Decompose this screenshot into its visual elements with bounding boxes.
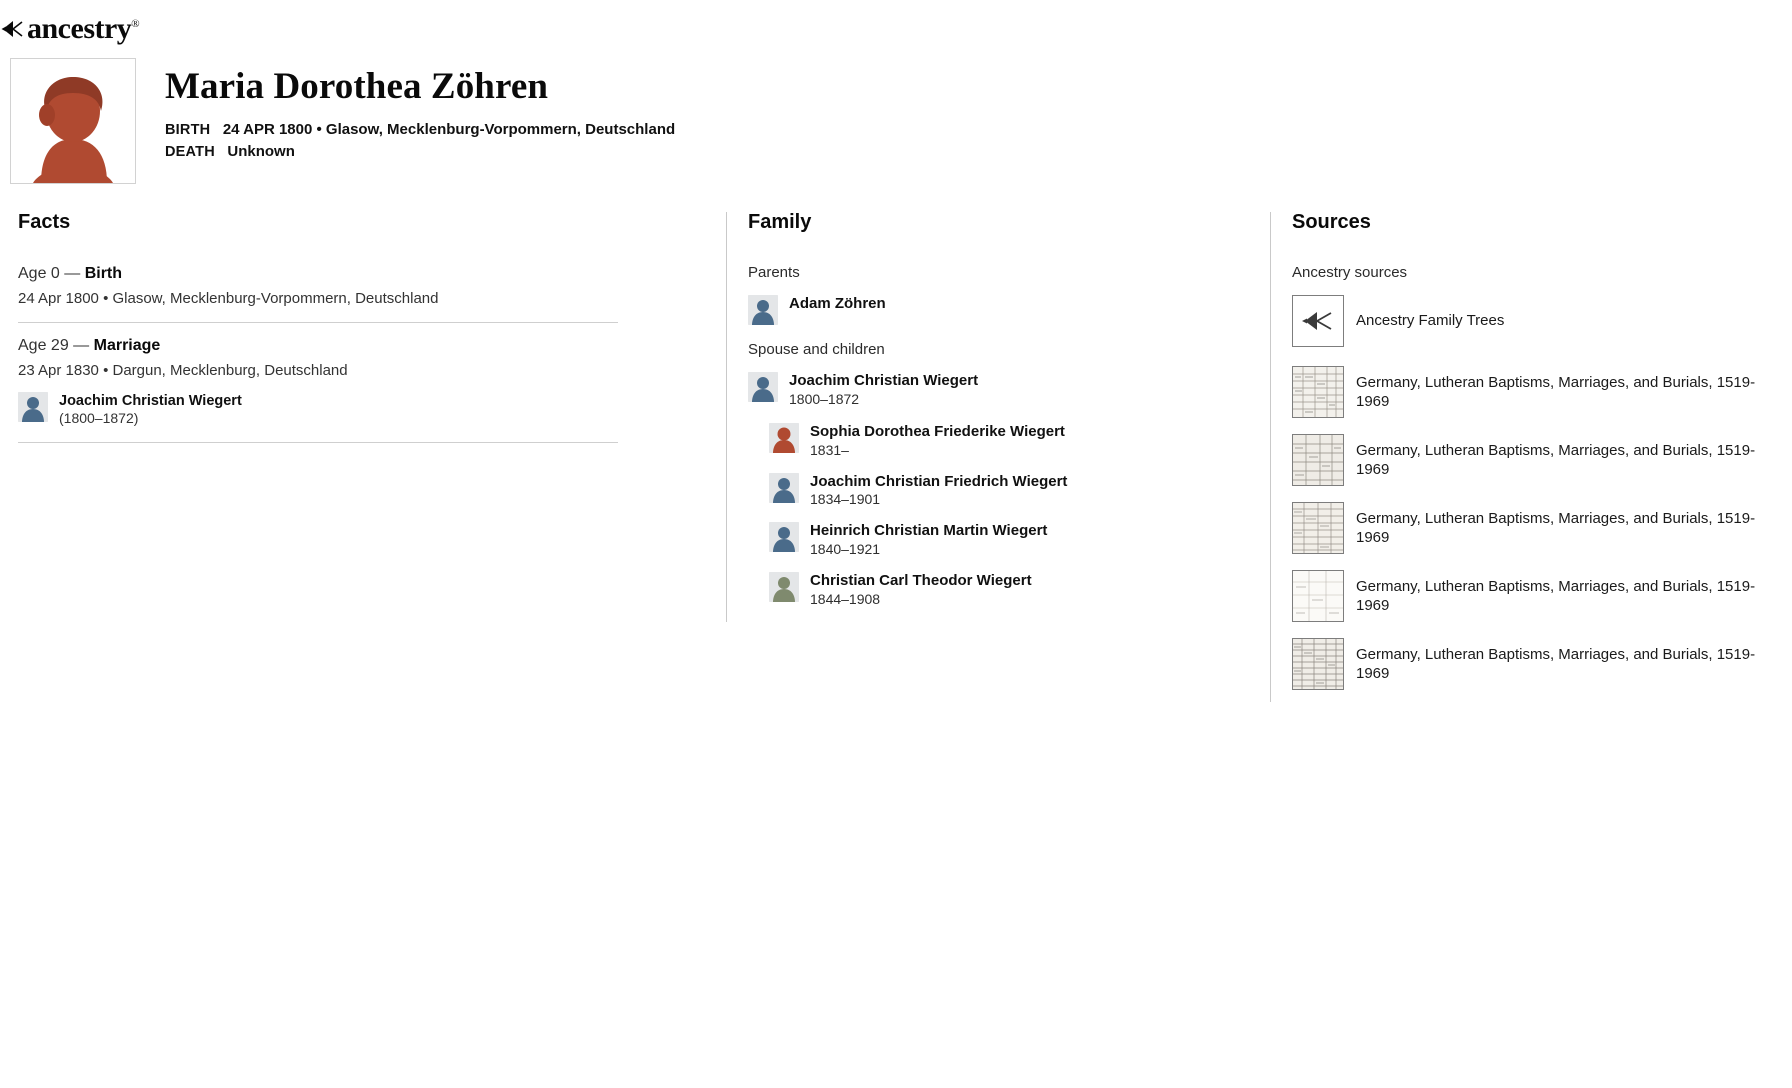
ancestry-logo[interactable] (0, 14, 139, 44)
person-avatar-male-icon (748, 372, 778, 402)
family-member-dates: 1844–1908 (810, 590, 881, 607)
family-member-name: Sophia Dorothea Friederike Wiegert (810, 422, 1065, 440)
fact-event: Marriage (93, 337, 161, 355)
avatar[interactable] (10, 58, 136, 184)
parents-label: Parents (748, 264, 800, 281)
birth-label: BIRTH (165, 121, 211, 138)
children-list (769, 423, 1188, 609)
person-header (10, 58, 675, 184)
ancestry-wordmark: ancestry® (27, 12, 140, 45)
person-info (165, 58, 675, 163)
sources-column (1292, 212, 1772, 706)
source-label: Germany, Lutheran Baptisms, Marriages, and Burials, 1519-1969 (1356, 645, 1756, 682)
fact-detail: 24 Apr 1800 • Glasow, Mecklenburg-Vorpommern, Deutschland (18, 289, 439, 307)
family-member-dates: 1834–1901 (810, 491, 881, 508)
source-item[interactable] (1292, 295, 1772, 347)
family-member-name: Heinrich Christian Martin Wiegert (810, 522, 1048, 540)
fact-item-birth[interactable] (18, 264, 618, 323)
death-label: DEATH (165, 143, 215, 160)
fact-detail: 23 Apr 1830 • Dargun, Mecklenburg, Deutschland (18, 361, 348, 379)
family-member-dates: 1840–1921 (810, 541, 881, 557)
fact-age: Age 0 — (18, 265, 85, 282)
family-member-spouse[interactable] (748, 372, 1188, 409)
family-title: Family (748, 211, 812, 233)
ancestry-leaf-icon (0, 16, 26, 42)
source-item[interactable] (1292, 638, 1772, 690)
source-label: Germany, Lutheran Baptisms, Marriages, and Burials, 1519-1969 (1356, 577, 1756, 614)
birth-row (165, 119, 675, 141)
source-item[interactable] (1292, 366, 1772, 418)
family-column (748, 212, 1188, 622)
fact-title (18, 336, 618, 357)
document-thumbnail-icon (1292, 434, 1344, 486)
source-label: Ancestry Family Trees (1356, 312, 1505, 330)
fact-age: Age 29 — (18, 337, 94, 355)
person-avatar-male-icon (18, 392, 48, 422)
ancestry-sources-label: Ancestry sources (1292, 264, 1408, 281)
ancestry-tree-icon (1292, 295, 1344, 347)
fact-event: Birth (84, 265, 123, 282)
page-title: Maria Dorothea Zöhren (165, 66, 549, 107)
birth-value: 24 APR 1800 • Glasow, Mecklenburg-Vorpommern, Deutschland (222, 120, 676, 138)
column-divider (726, 212, 727, 622)
family-member-child[interactable] (769, 423, 1188, 460)
family-member-child[interactable] (769, 572, 1188, 609)
person-avatar-male-icon (769, 473, 799, 503)
source-item[interactable] (1292, 434, 1772, 486)
death-value: Unknown (227, 142, 295, 160)
related-person-name: Joachim Christian Wiegert (59, 393, 242, 410)
source-item[interactable] (1292, 502, 1772, 554)
document-thumbnail-icon (1292, 502, 1344, 554)
person-avatar-unknown-icon (769, 572, 799, 602)
facts-title: Facts (18, 211, 71, 233)
family-member-child[interactable] (769, 473, 1188, 510)
column-divider (1270, 212, 1271, 702)
related-person-dates: (1800–1872) (59, 410, 139, 427)
person-avatar-male-icon (769, 522, 799, 552)
death-row (165, 141, 675, 163)
source-item[interactable] (1292, 570, 1772, 622)
fact-item-marriage[interactable] (18, 336, 618, 443)
family-member-parent[interactable] (748, 295, 1188, 325)
person-avatar-female-icon (769, 423, 799, 453)
family-member-dates: 1800–1872 (789, 390, 860, 407)
sources-title: Sources (1292, 211, 1371, 233)
document-thumbnail-icon (1292, 570, 1344, 622)
family-member-name: Joachim Christian Wiegert (789, 372, 979, 389)
facts-column (18, 212, 618, 456)
document-thumbnail-icon (1292, 638, 1344, 690)
fact-title (18, 264, 618, 285)
family-member-name: Adam Zöhren (789, 295, 886, 312)
trademark-symbol: ® (131, 18, 140, 30)
source-label: Germany, Lutheran Baptisms, Marriages, and Burials, 1519-1969 (1356, 441, 1756, 478)
source-label: Germany, Lutheran Baptisms, Marriages, and Burials, 1519-1969 (1356, 373, 1756, 410)
family-member-dates: 1831– (810, 441, 849, 458)
family-member-child[interactable] (769, 522, 1188, 559)
person-avatar-male-icon (748, 295, 778, 325)
source-label: Germany, Lutheran Baptisms, Marriages, and Burials, 1519-1969 (1356, 509, 1756, 546)
family-member-name: Christian Carl Theodor Wiegert (810, 572, 1032, 589)
fact-related-person[interactable] (18, 392, 618, 428)
spouse-children-label: Spouse and children (748, 341, 885, 358)
document-thumbnail-icon (1292, 366, 1344, 418)
family-member-name: Joachim Christian Friedrich Wiegert (810, 472, 1068, 490)
